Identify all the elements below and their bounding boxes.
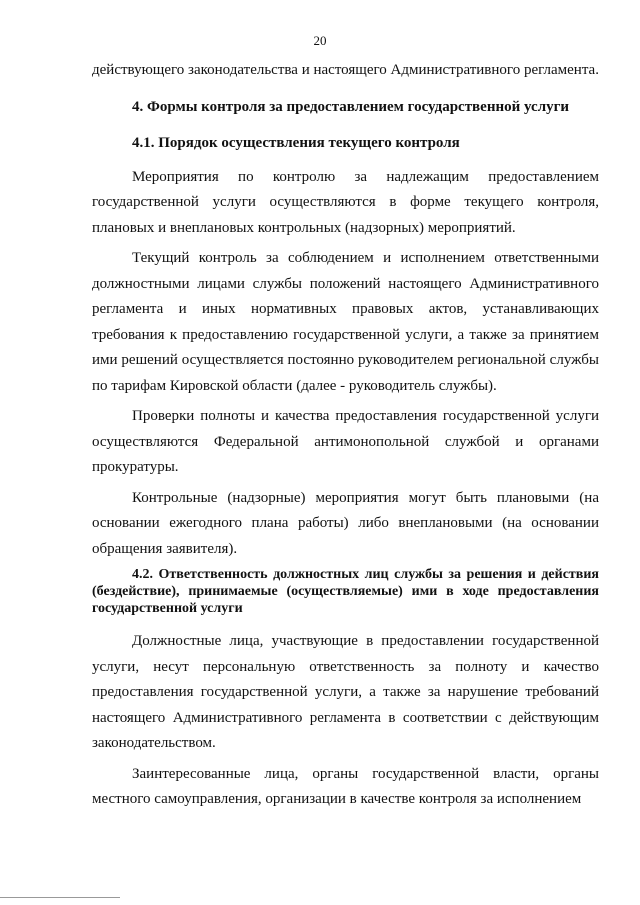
footer-divider xyxy=(0,897,120,898)
section-heading-4: 4. Формы контроля за предоставлением государственной услуги xyxy=(132,98,570,115)
paragraph: Проверки полноты и качества предоставления государственной услуги осуществляются Федеральной антимонопольной службой и органами прокуратуры. xyxy=(92,408,599,475)
subsection-heading-4-1: 4.1. Порядок осуществления текущего контроля xyxy=(132,135,460,151)
paragraph: Заинтересованные лица, органы государственной власти, органы местного самоуправления, организации в качестве контроля за исполнением xyxy=(92,765,599,807)
paragraph-continuation: действующего законодательства и настоящего Административного регламента. xyxy=(92,62,599,78)
paragraph: Должностные лица, участвующие в предоставлении государственной услуги, несут персональную ответственность за полноту и качество предоставления государственной услуги, а также за нарушение требований настоящего Административного регламента в соответствии с действующим законодательством. xyxy=(92,633,599,751)
paragraph: Мероприятия по контролю за надлежащим предоставлением государственной услуги осуществляются в форме текущего контроля, плановых и внеплановых контрольных (надзорных) мероприятий. xyxy=(92,168,599,236)
document-body xyxy=(92,58,599,813)
paragraph: Контрольные (надзорные) мероприятия могут быть плановыми (на основании ежегодного плана работы) либо внеплановыми (на основании обращения заявителя). xyxy=(92,489,599,557)
subsection-heading-4-2: 4.2. Ответственность должностных лиц службы за решения и действия (бездействие), принимаемые (осуществляемые) ими в ходе предоставления государственной услуги xyxy=(92,567,599,616)
paragraph: Текущий контроль за соблюдением и исполнением ответственными должностными лицами службы положений настоящего Административного регламента и иных нормативных правовых актов, устанавливающих требования к предоставлению государственной услуги, а также за принятием ими решений осуществляется постоянно руководителем региональной службы по тарифам Кировской области (далее - руководитель службы). xyxy=(92,250,599,394)
page-number: 20 xyxy=(313,33,327,48)
